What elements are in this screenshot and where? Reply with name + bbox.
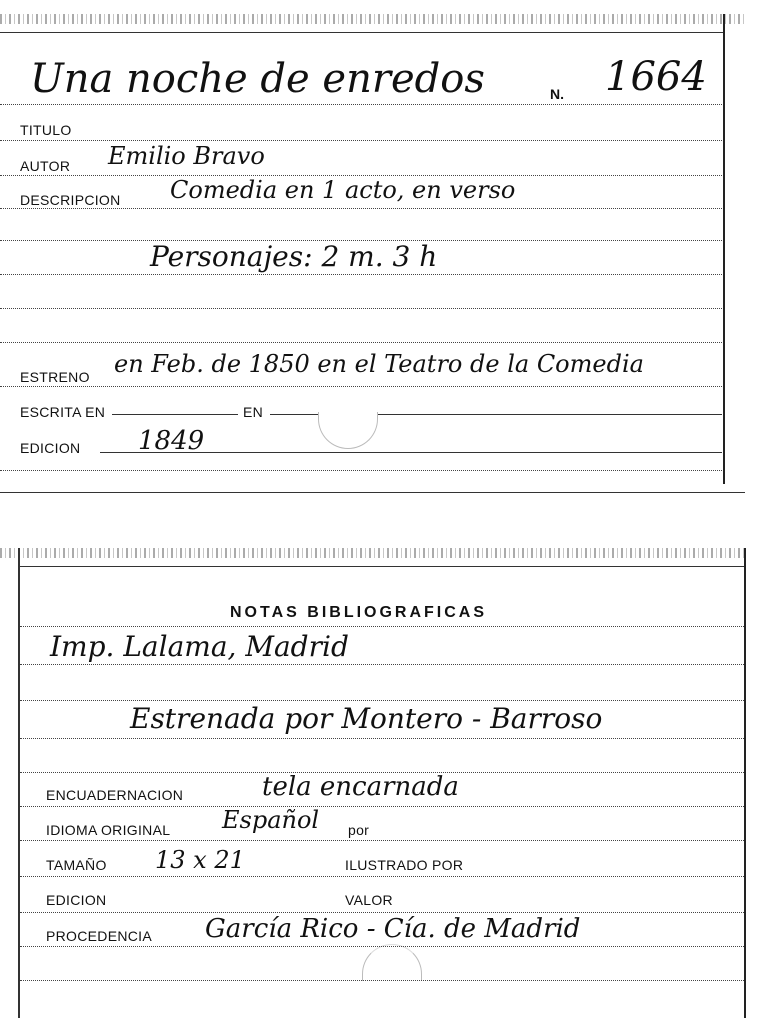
rule xyxy=(0,208,722,209)
rule xyxy=(0,32,723,33)
estreno-label: ESTRENO xyxy=(20,369,90,385)
edicion-label-front: EDICION xyxy=(20,440,81,456)
rule xyxy=(0,342,722,343)
rule xyxy=(20,840,744,841)
por-label: por xyxy=(348,822,370,838)
encuadernacion-label: ENCUADERNACION xyxy=(46,787,184,803)
rule xyxy=(20,946,744,947)
rule xyxy=(20,664,744,665)
edicion-value-front: 1849 xyxy=(138,426,205,456)
idioma-label: IDIOMA ORIGINAL xyxy=(46,822,171,838)
edicion-label-back: EDICION xyxy=(46,892,107,908)
rule xyxy=(0,308,722,309)
procedencia-label: PROCEDENCIA xyxy=(46,928,152,944)
notas-heading: NOTAS BIBLIOGRAFICAS xyxy=(230,604,488,621)
title-handwritten: Una noche de enredos xyxy=(30,56,485,102)
rule xyxy=(20,626,744,627)
rule xyxy=(0,104,722,105)
procedencia-value: García Rico - Cía. de Madrid xyxy=(205,914,581,944)
titulo-label: TITULO xyxy=(20,122,72,138)
catalog-number: 1664 xyxy=(605,54,707,100)
rule xyxy=(20,806,744,807)
autor-value: Emilio Bravo xyxy=(108,142,265,170)
ilustrado-label: ILUSTRADO POR xyxy=(345,857,464,873)
note-line-2: Estrenada por Montero - Barroso xyxy=(130,702,603,735)
rule xyxy=(20,700,744,701)
idioma-value: Español xyxy=(222,806,320,834)
card-separator xyxy=(0,492,745,493)
descripcion-value: Comedia en 1 acto, en verso xyxy=(170,176,516,204)
tamano-label: TAMAÑO xyxy=(46,857,107,873)
rule xyxy=(0,274,722,275)
encuadernacion-value: tela encarnada xyxy=(262,772,459,802)
rule xyxy=(20,876,744,877)
rule xyxy=(20,980,744,981)
rule xyxy=(112,414,238,415)
rule xyxy=(20,738,744,739)
estreno-value: en Feb. de 1850 en el Teatro de la Comedia xyxy=(114,350,644,378)
autor-label: AUTOR xyxy=(20,158,71,174)
valor-label: VALOR xyxy=(345,892,393,908)
note-line-1: Imp. Lalama, Madrid xyxy=(50,630,349,663)
escrita-en-label: ESCRITA EN xyxy=(20,404,106,420)
rule xyxy=(20,912,744,913)
number-label: N. xyxy=(550,86,564,102)
rule xyxy=(0,386,722,387)
descripcion-label: DESCRIPCION xyxy=(20,192,121,208)
personajes-value: Personajes: 2 m. 3 h xyxy=(150,240,438,273)
tamano-value: 13 x 21 xyxy=(155,846,245,874)
rule xyxy=(0,470,722,471)
en-label: EN xyxy=(243,404,264,420)
rule xyxy=(20,566,744,567)
rule xyxy=(0,140,722,141)
